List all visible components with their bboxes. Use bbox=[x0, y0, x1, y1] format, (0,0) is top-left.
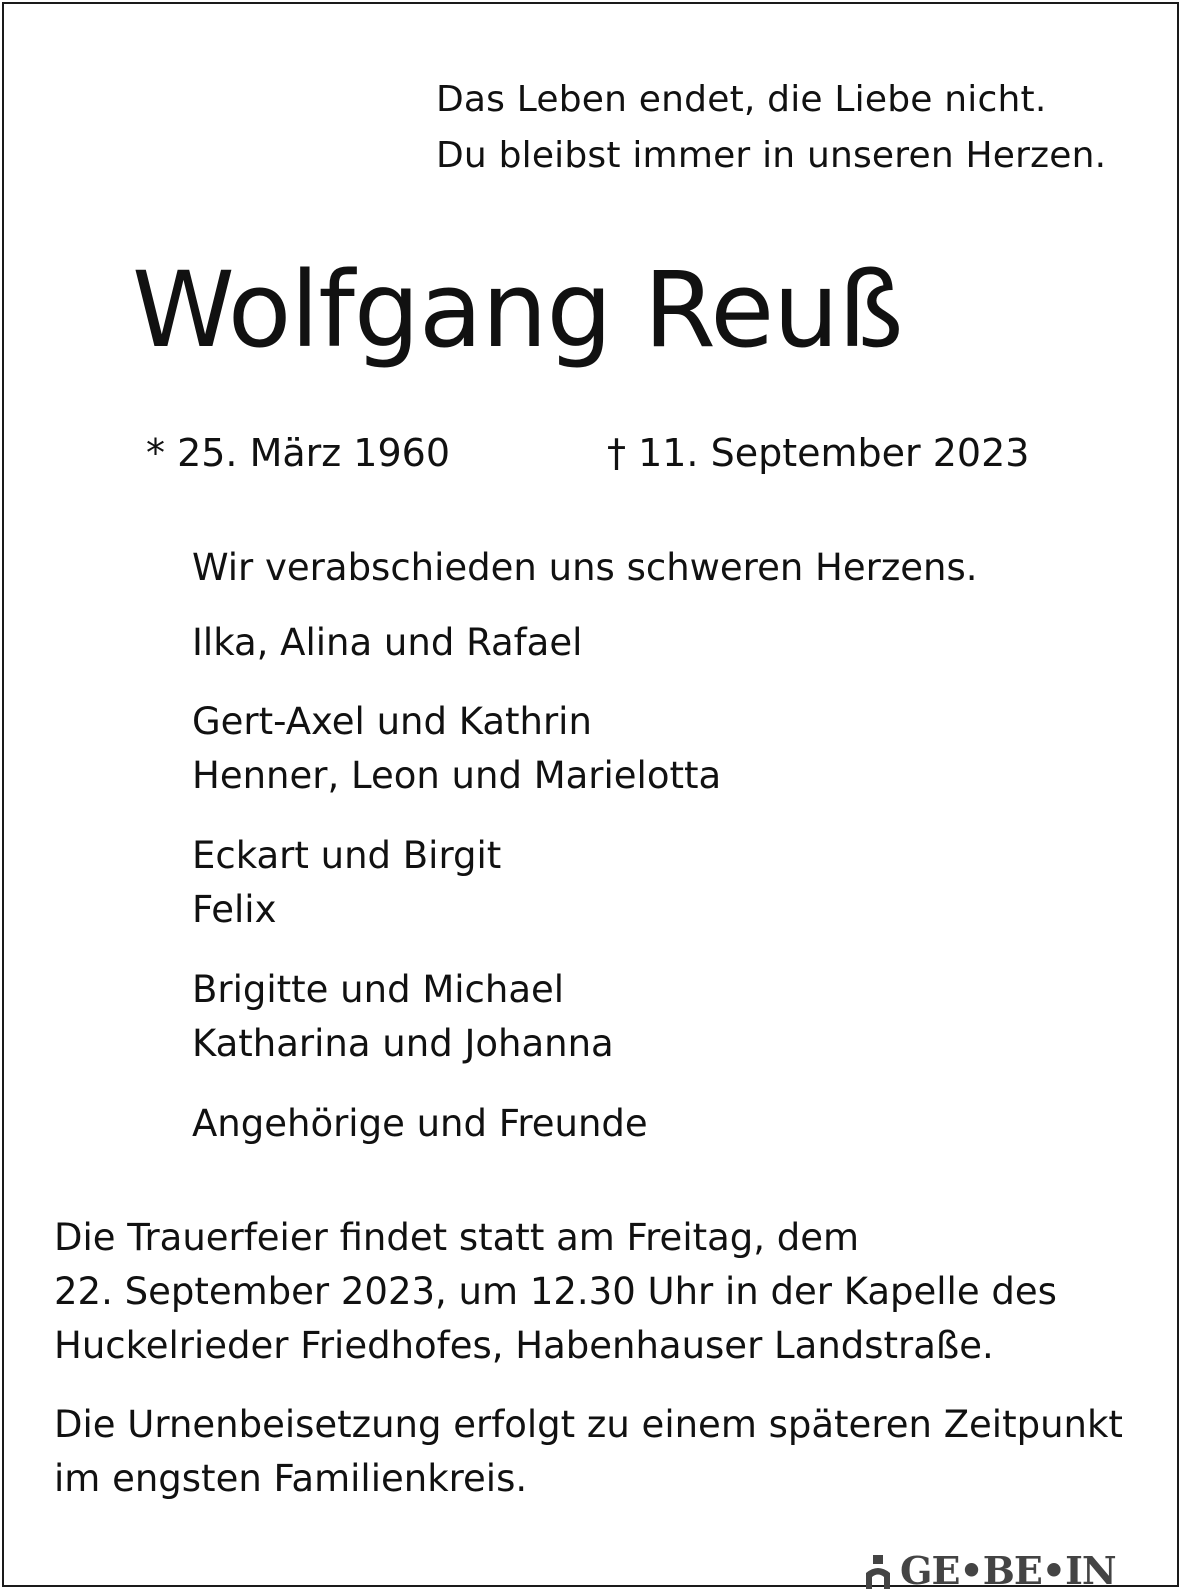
urn-info bbox=[54, 1398, 1123, 1506]
mourner-line: Gert-Axel und Kathrin bbox=[192, 700, 592, 743]
ceremony-line: 22. September 2023, um 12.30 Uhr in der Kapelle des bbox=[54, 1270, 1057, 1313]
farewell-line: Wir verabschieden uns schweren Herzens. bbox=[192, 546, 978, 589]
motto-line: Das Leben endet, die Liebe nicht. bbox=[436, 79, 1047, 120]
mourner-group bbox=[192, 616, 582, 670]
deceased-name: Wolfgang Reuß bbox=[132, 249, 903, 371]
urn-line: im engsten Familienkreis. bbox=[54, 1457, 528, 1500]
mourner-line: Brigitte und Michael bbox=[192, 968, 565, 1011]
ceremony-info bbox=[54, 1211, 1057, 1373]
publisher-logo bbox=[862, 1550, 1116, 1591]
motto bbox=[436, 72, 1106, 184]
mourner-group bbox=[192, 695, 721, 803]
mourner-line: Henner, Leon und Marielotta bbox=[192, 754, 722, 797]
mourner-group bbox=[192, 963, 614, 1071]
mourner-group bbox=[192, 829, 501, 937]
mourner-line: Katharina und Johanna bbox=[192, 1022, 614, 1065]
publisher-logo-text: GE•BE•IN bbox=[900, 1548, 1116, 1593]
ceremony-line: Die Trauerfeier findet statt am Freitag, dem bbox=[54, 1216, 860, 1259]
mourner-line: Ilka, Alina und Rafael bbox=[192, 621, 583, 664]
mourner-group bbox=[192, 1097, 648, 1151]
funeral-home-logo-icon bbox=[862, 1553, 894, 1589]
motto-line: Du bleibst immer in unseren Herzen. bbox=[436, 135, 1107, 176]
mourner-line: Felix bbox=[192, 888, 277, 931]
ceremony-line: Huckelrieder Friedhofes, Habenhauser Landstraße. bbox=[54, 1324, 994, 1367]
death-date: † 11. September 2023 bbox=[607, 431, 1030, 475]
urn-line: Die Urnenbeisetzung erfolgt zu einem späteren Zeitpunkt bbox=[54, 1403, 1123, 1446]
mourner-line: Eckart und Birgit bbox=[192, 834, 502, 877]
birth-date: * 25. März 1960 bbox=[146, 431, 451, 475]
mourner-line: Angehörige und Freunde bbox=[192, 1102, 648, 1145]
